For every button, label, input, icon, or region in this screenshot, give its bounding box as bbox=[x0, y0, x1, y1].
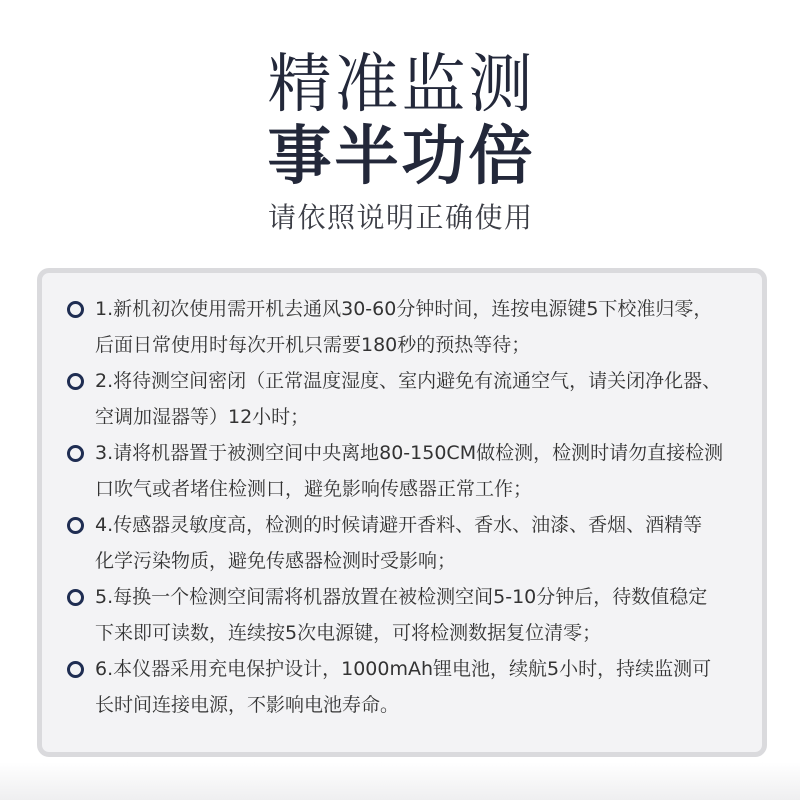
circle-bullet-icon bbox=[67, 373, 84, 390]
circle-bullet-icon bbox=[67, 445, 84, 462]
circle-bullet-icon bbox=[67, 661, 84, 678]
circle-bullet-icon bbox=[67, 517, 84, 534]
instruction-item-3 bbox=[0, 435, 800, 507]
instruction-line: 后面日常使用时每次开机只需要180秒的预热等待； bbox=[95, 334, 531, 356]
instruction-line: 空调加湿器等）12小时； bbox=[95, 406, 310, 428]
instruction-line: 口吹气或者堵住检测口，避免影响传感器正常工作； bbox=[95, 478, 533, 500]
instruction-item-6 bbox=[0, 651, 800, 723]
instruction-line: 5.每换一个检测空间需将机器放置在被检测空间5-10分钟后，待数值稳定 bbox=[95, 586, 708, 608]
page-title-line-2: 事半功倍 bbox=[267, 120, 536, 194]
page-subtitle: 请依照说明正确使用 bbox=[267, 201, 534, 234]
instruction-line: 化学污染物质，避免传感器检测时受影响； bbox=[95, 550, 457, 572]
instruction-line: 3.请将机器置于被测空间中央离地80-150CM做检测，检测时请勿直接检测 bbox=[95, 442, 724, 464]
instruction-line: 1.新机初次使用需开机去通风30-60分钟时间，连按电源键5下校准归零， bbox=[95, 298, 713, 320]
instruction-item-5 bbox=[0, 579, 800, 651]
instruction-item-2 bbox=[0, 363, 800, 435]
instruction-item-4 bbox=[0, 507, 800, 579]
instruction-line: 下来即可读数，连续按5次电源键，可将检测数据复位清零； bbox=[95, 622, 602, 644]
circle-bullet-icon bbox=[67, 301, 84, 318]
instruction-item-1 bbox=[0, 291, 800, 363]
bottom-fade bbox=[0, 762, 800, 800]
instructions-list bbox=[0, 291, 800, 723]
circle-bullet-icon bbox=[67, 589, 84, 606]
instruction-line: 长时间连接电源，不影响电池寿命。 bbox=[95, 694, 400, 716]
page-title-line-1: 精准监测 bbox=[267, 48, 536, 122]
instruction-line: 4.传感器灵敏度高，检测的时候请避开香料、香水、油漆、香烟、酒精等 bbox=[95, 514, 703, 536]
instruction-line: 2.将待测空间密闭（正常温度湿度、室内避免有流通空气，请关闭净化器、 bbox=[95, 370, 722, 392]
instruction-line: 6.本仪器采用充电保护设计，1000mAh锂电池，续航5小时，持续监测可 bbox=[95, 658, 712, 680]
